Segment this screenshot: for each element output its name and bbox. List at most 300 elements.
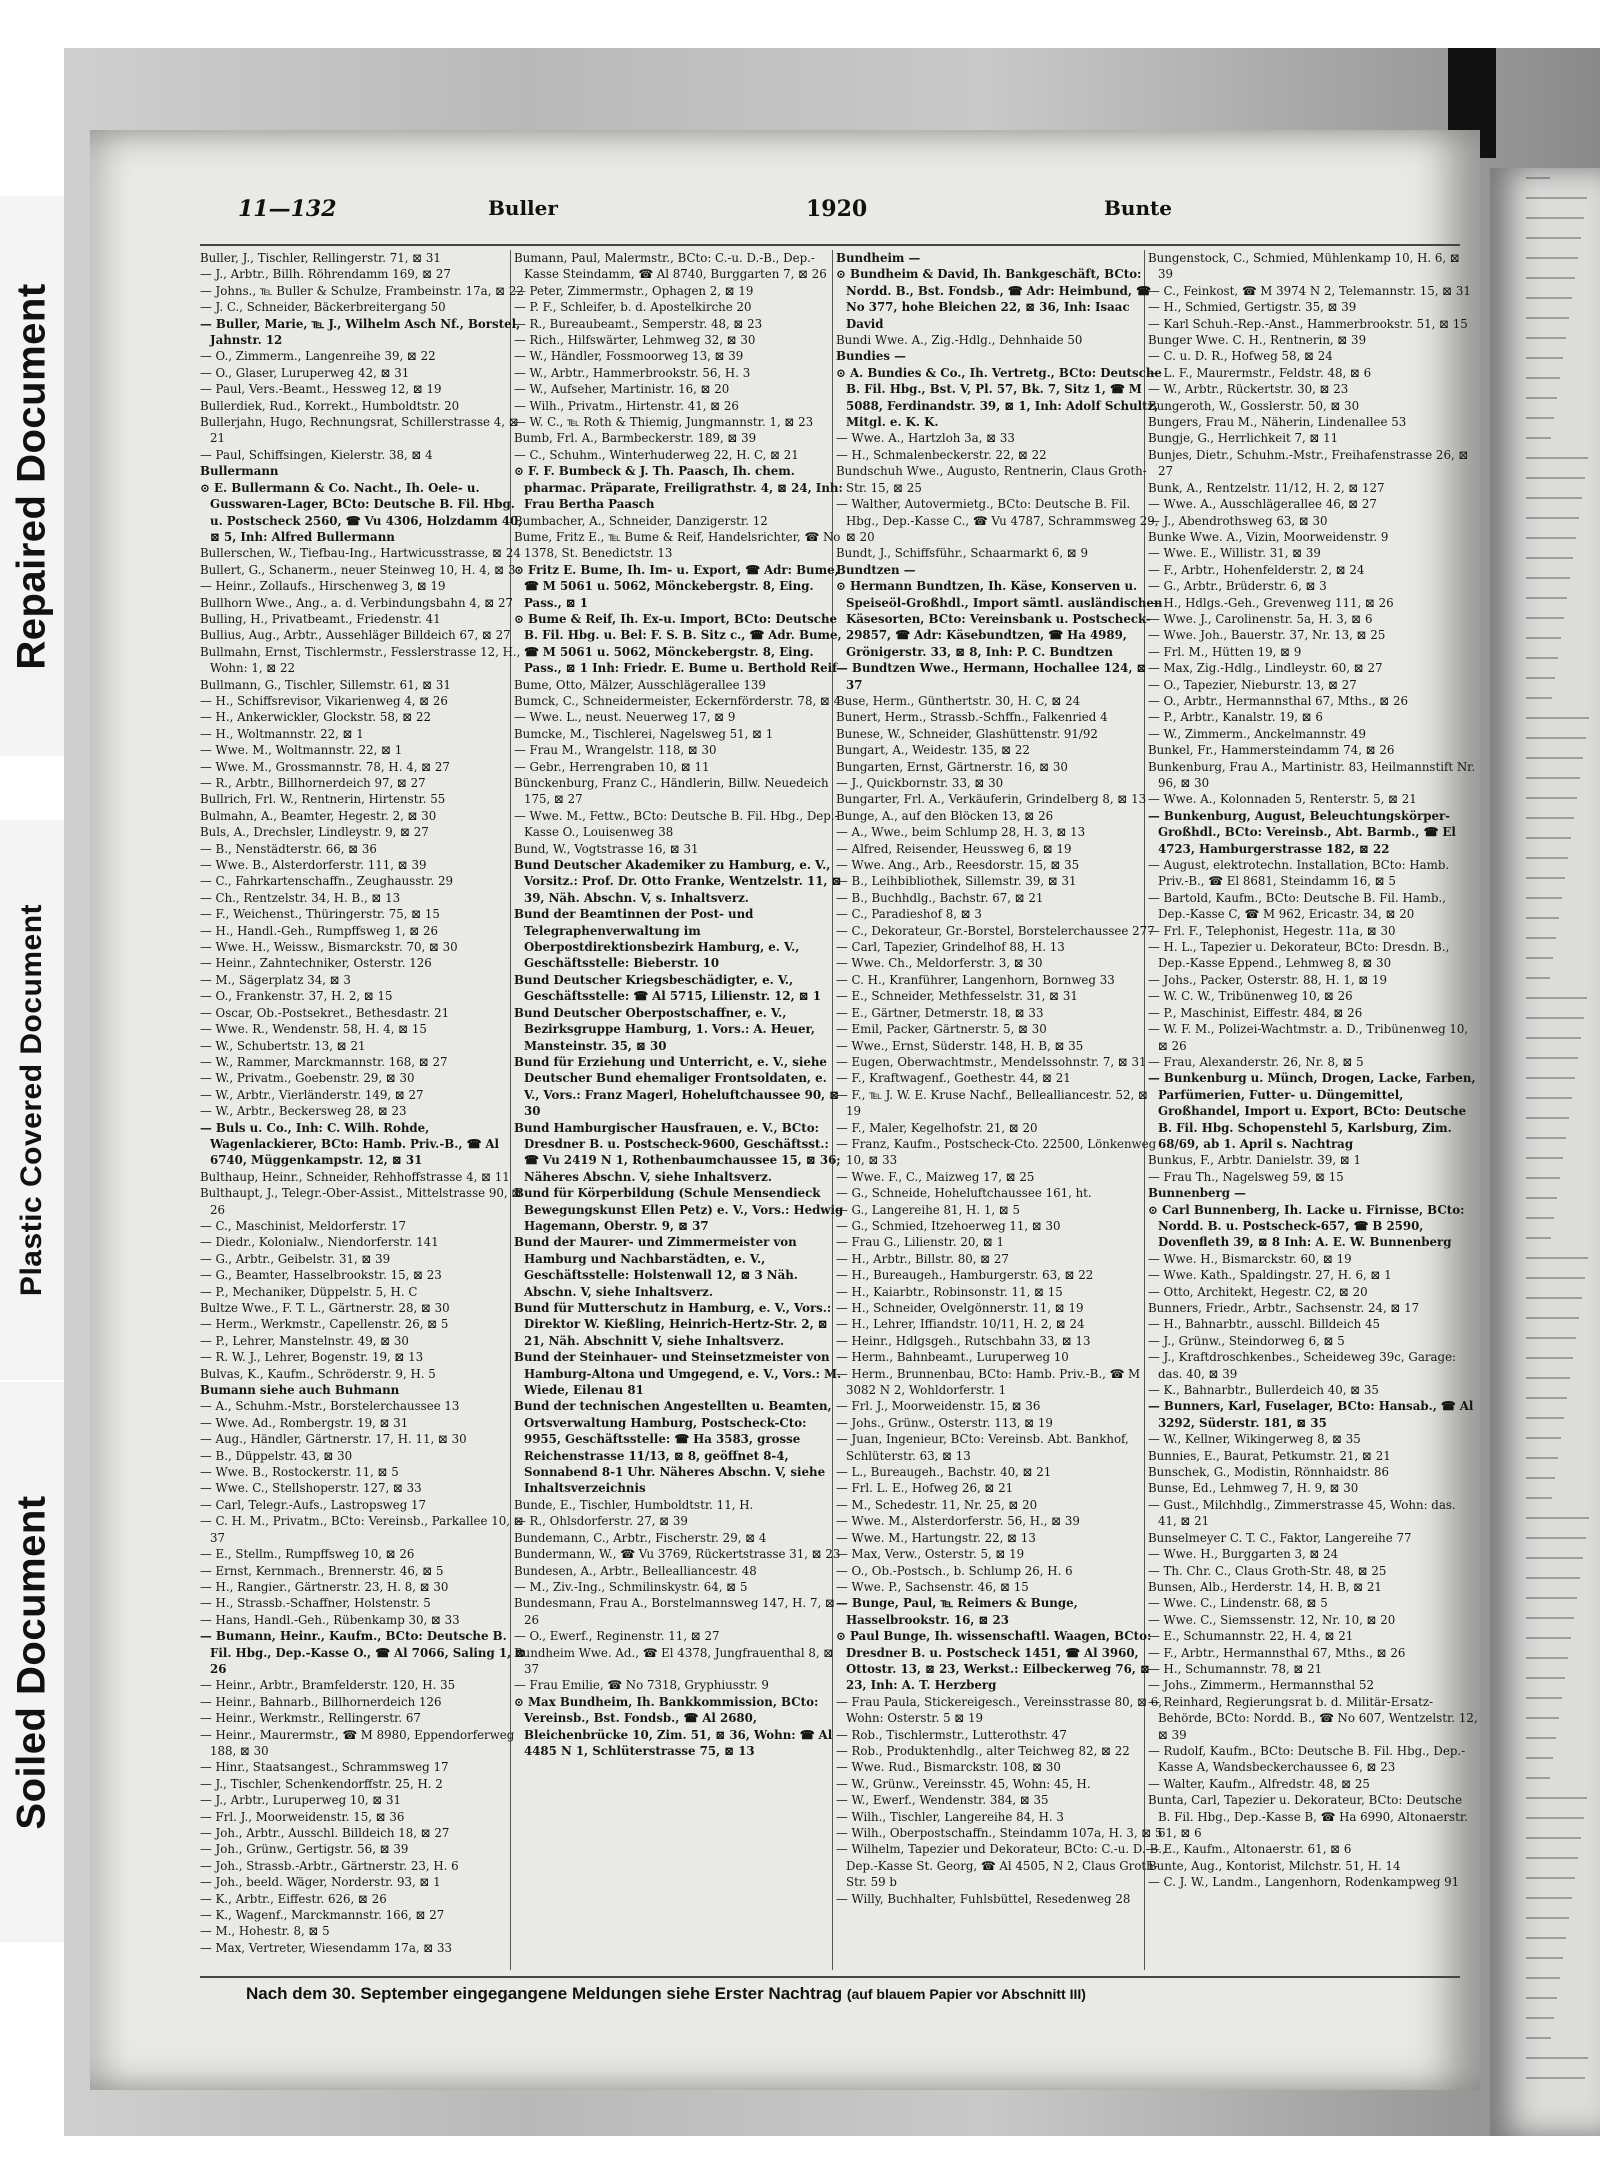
- directory-entry: ⊙ Bundheim & David, Ih. Bankgeschäft, BCto: Nordd. B., Bst. Fondsb., ☎ Adr: Heimbund, ☎ No 377, hohe Bleichen 22, ⊠ 36, Inh: Isaac David: [836, 267, 1151, 331]
- directory-entry: Bundesmann, Frau A., Borstelmannsweg 147, H. 7, ⊠ 26: [514, 1596, 835, 1627]
- directory-entry: Bundschuh Wwe., Augusto, Rentnerin, Claus Groth-Str. 15, ⊠ 25: [836, 464, 1147, 495]
- directory-entry: — O., Arbtr., Hermannsthal 67, Mths., ⊠ 26: [1148, 693, 1408, 708]
- directory-entry: Bund der Beamtinnen der Post- und Telegraphenverwaltung im Oberpostdirektionsbezirk Hamburg, e. V., Geschäftsstelle: Bieberstr. 10: [514, 907, 800, 971]
- facing-page-line: [1490, 688, 1600, 708]
- directory-entry: Bund Hamburgischer Hausfrauen, e. V., BCto: Dresdner B. u. Postscheck-9600, Geschäftsst.: ☎ Vu 2419 N 1, Rothenbaumchaussee 15, ⊠ 36; Näheres Abschn. V, siehe Inhaltsverz.: [514, 1120, 841, 1184]
- directory-entry: Bumbacher, A., Schneider, Danzigerstr. 12: [514, 513, 768, 528]
- directory-entry: Bund für Erziehung und Unterricht, e. V., siehe Deutscher Bund ehemaliger Frontsoldaten, e. V., Vors.: Franz Magerl, Hoheluftchaussee 90, ⊠ 30: [514, 1054, 840, 1119]
- facing-page-line: [1490, 868, 1600, 888]
- facing-page-line: [1490, 808, 1600, 828]
- facing-page-line: [1490, 1908, 1600, 1928]
- directory-entry: — E., Kaufm., Altonaerstr. 61, ⊠ 6: [1148, 1842, 1352, 1857]
- facing-page-line: [1490, 1628, 1600, 1648]
- facing-page-line: [1490, 1988, 1600, 2008]
- directory-entry: — C., Feinkost, ☎ M 3974 N 2, Telemannstr. 15, ⊠ 31: [1148, 283, 1471, 298]
- directory-entry: — K., Wagenf., Marckmannstr. 166, ⊠ 27: [200, 1908, 445, 1923]
- facing-page-line: [1490, 308, 1600, 328]
- directory-entry: Bungart, A., Weidestr. 135, ⊠ 22: [836, 743, 1030, 758]
- facing-page-edge: [1490, 168, 1600, 2136]
- directory-entry: — Joh., Strassb.-Arbtr., Gärtnerstr. 23, H. 6: [200, 1858, 459, 1873]
- directory-entry: — Frau G., Lilienstr. 20, ⊠ 1: [836, 1235, 1005, 1250]
- facing-page-line: [1490, 488, 1600, 508]
- directory-entry: — Reinhard, Regierungsrat b. d. Militär-Ersatz-Behörde, BCto: Nordd. B., ☎ No 607, Wentzelstr. 12, ⊠ 39: [1148, 1694, 1478, 1742]
- page-header: [238, 196, 1198, 236]
- directory-entry: — Wilh., Tischler, Langereihe 84, H. 3: [836, 1809, 1064, 1824]
- directory-entry: — W., Arbtr., Hammerbrookstr. 56, H. 3: [514, 365, 751, 380]
- directory-entry: ⊙ Max Bundheim, Ih. Bankkommission, BCto: Vereinsb., Bst. Fondsb., ☎ Al 2680, Bleichenbrücke 10, Zim. 51, ⊠ 36, Wohn: ☎ Al 4485 N 1, Schlüterstrasse 75, ⊠ 13: [514, 1694, 833, 1758]
- directory-entry: — M., Sägerplatz 34, ⊠ 3: [200, 972, 351, 987]
- facing-page-line: [1490, 768, 1600, 788]
- directory-entry: Bunk, A., Rentzelstr. 11/12, H. 2, ⊠ 127: [1148, 480, 1385, 495]
- facing-page-line: [1490, 228, 1600, 248]
- directory-entry: — R., Bureaubeamt., Semperstr. 48, ⊠ 23: [514, 316, 763, 331]
- directory-entry: Bungje, G., Herrlichkeit 7, ⊠ 11: [1148, 431, 1339, 446]
- directory-entry: — C., Dekorateur, Gr.-Borstel, Borstelerchaussee 277: [836, 923, 1155, 938]
- facing-page-line: [1490, 548, 1600, 568]
- directory-entry: — Wwe., Ernst, Süderstr. 148, H. B, ⊠ 35: [836, 1038, 1084, 1053]
- facing-page-line: [1490, 568, 1600, 588]
- facing-page-line: [1490, 168, 1600, 188]
- facing-page-line: [1490, 1708, 1600, 1728]
- facing-page-line: [1490, 1028, 1600, 1048]
- directory-entry: — Wwe. M., Hartungstr. 22, ⊠ 13: [836, 1530, 1036, 1545]
- facing-page-line: [1490, 1208, 1600, 1228]
- directory-entry: Bundesen, A., Arbtr., Bellealliancestr. 48: [514, 1563, 757, 1578]
- directory-entry: Bund, W., Vogtstrasse 16, ⊠ 31: [514, 841, 699, 856]
- directory-entry: — H., Strassb.-Schaffner, Holstenstr. 5: [200, 1596, 431, 1611]
- directory-entry: — Wwe. M., Grossmannstr. 78, H. 4, ⊠ 27: [200, 759, 450, 774]
- directory-entry: Bund Deutscher Oberpostschaffner, e. V., Bezirksgruppe Hamburg, 1. Vors.: A. Heuer, Mansteinstr. 35, ⊠ 30: [514, 1005, 815, 1053]
- facing-page-line: [1490, 248, 1600, 268]
- directory-entry: Bund Deutscher Kriegsbeschädigter, e. V., Geschäftsstelle: ☎ Al 5715, Lilienstr. 12, ⊠ 1: [514, 972, 821, 1004]
- directory-entry: Bullermann: [200, 464, 279, 479]
- directory-entry: — J., Kraftdroschkenbes., Scheideweg 39c, Garage: das. 40, ⊠ 39: [1148, 1350, 1457, 1381]
- directory-entry: — Wwe. P., Sachsenstr. 46, ⊠ 15: [836, 1579, 1029, 1594]
- header-first-name: Buller: [488, 196, 558, 220]
- directory-entry: Bumb, Frl. A., Barmbeckerstr. 189, ⊠ 39: [514, 431, 757, 446]
- directory-entry: — Herm., Brunnenbau, BCto: Hamb. Priv.-B., ☎ M 3082 N 2, Wohldorferstr. 1: [836, 1366, 1141, 1398]
- directory-entry: — Wwe. M., Alsterdorferstr. 56, H., ⊠ 39: [836, 1514, 1080, 1529]
- directory-entry: Bume, Fritz E., ℡ Bume & Reif, Handelsrichter, ☎ No 1378, St. Benedictstr. 13: [514, 529, 841, 561]
- directory-entry: — P., Arbtr., Kanalstr. 19, ⊠ 6: [1148, 710, 1323, 725]
- directory-column-4: [1148, 250, 1478, 1970]
- footer-rule: [200, 1976, 1460, 1978]
- directory-entry: — O., Tapezier, Nieburstr. 13, ⊠ 27: [1148, 677, 1357, 692]
- directory-entry: Bullerdiek, Rud., Korrekt., Humboldtstr. 20: [200, 398, 460, 413]
- facing-page-line: [1490, 1228, 1600, 1248]
- directory-entry: — Walter, Kaufm., Alfredstr. 48, ⊠ 25: [1148, 1776, 1370, 1791]
- directory-entry: — W. C. W., Tribünenweg 10, ⊠ 26: [1148, 989, 1353, 1004]
- directory-entry: Bullrich, Frl. W., Rentnerin, Hirtenstr. 55: [200, 792, 446, 807]
- directory-entry: — Heinr., Werkmstr., Rellingerstr. 67: [200, 1711, 421, 1726]
- tag-label: Plastic Covered Document: [15, 903, 48, 1297]
- directory-entry: — Bunners, Karl, Fuselager, BCto: Hansab., ☎ Al 3292, Süderstr. 181, ⊠ 35: [1148, 1399, 1474, 1430]
- facing-page-line: [1490, 848, 1600, 868]
- directory-entry: — A., Schuhm.-Mstr., Borstelerchaussee 13: [200, 1399, 460, 1414]
- facing-page-line: [1490, 1608, 1600, 1628]
- directory-entry: — E., Schneider, Methfesselstr. 31, ⊠ 31: [836, 989, 1078, 1004]
- directory-entry: Bunjes, Dietr., Schuhm.-Mstr., Freihafenstrasse 26, ⊠ 27: [1148, 447, 1469, 479]
- directory-entry: — Alfred, Reisender, Heussweg 6, ⊠ 19: [836, 841, 1072, 856]
- directory-entry: — P., Maschinist, Eiffestr. 484, ⊠ 26: [1148, 1005, 1363, 1020]
- directory-entry: Bume, Otto, Mälzer, Ausschlägerallee 139: [514, 677, 766, 692]
- directory-entry: — W., Rammer, Marckmannstr. 168, ⊠ 27: [200, 1054, 448, 1069]
- facing-page-line: [1490, 1368, 1600, 1388]
- directory-entry: — Wwe. L., neust. Neuerweg 17, ⊠ 9: [514, 710, 736, 725]
- directory-entry: — Gust., Milchhdlg., Zimmerstrasse 45, Wohn: das. 41, ⊠ 21: [1148, 1497, 1456, 1529]
- directory-entry: — Hinr., Staatsangest., Schrammsweg 17: [200, 1760, 449, 1775]
- directory-entry: Bunselmeyer C. T. C., Faktor, Langereihe 77: [1148, 1530, 1412, 1545]
- facing-page-line: [1490, 1508, 1600, 1528]
- directory-entry: — Frl. J., Moorweidenstr. 15, ⊠ 36: [200, 1809, 405, 1824]
- facing-page-line: [1490, 828, 1600, 848]
- directory-entry: Bullius, Aug., Arbtr., Aussehläger Billdeich 67, ⊠ 27: [200, 628, 511, 643]
- directory-entry: — R., Ohlsdorferstr. 27, ⊠ 39: [514, 1514, 688, 1529]
- directory-entry: — Wwe. H., Burggarten 3, ⊠ 24: [1148, 1547, 1339, 1562]
- directory-entry: — Heinr., Arbtr., Bramfelderstr. 120, H. 35: [200, 1678, 456, 1693]
- directory-entry: Bullhorn Wwe., Ang., a. d. Verbindungsbahn 4, ⊠ 27: [200, 595, 513, 610]
- facing-page-line: [1490, 628, 1600, 648]
- directory-entry: Bunte, Aug., Kontorist, Milchstr. 51, H. 14: [1148, 1858, 1401, 1873]
- directory-entry: — H., Arbtr., Billstr. 80, ⊠ 27: [836, 1251, 1009, 1266]
- directory-entry: Bungeroth, W., Gosslerstr. 50, ⊠ 30: [1148, 398, 1360, 413]
- directory-entry: Bunkel, Fr., Hammersteindamm 74, ⊠ 26: [1148, 743, 1395, 758]
- facing-page-line: [1490, 468, 1600, 488]
- facing-page-line: [1490, 968, 1600, 988]
- directory-entry: — H., Schneider, Ovelgönnerstr. 11, ⊠ 19: [836, 1301, 1084, 1315]
- directory-entry: — Heinr., Bahnarb., Billhornerdeich 126: [200, 1694, 442, 1709]
- directory-entry: — Willy, Buchhalter, Fuhlsbüttel, Resedenweg 28: [836, 1891, 1131, 1906]
- directory-entry: — Rob., Tischlermstr., Lutterothstr. 47: [836, 1727, 1067, 1742]
- facing-page-line: [1490, 1828, 1600, 1848]
- directory-entry: — H., Handl.-Geh., Rumpffsweg 1, ⊠ 26: [200, 923, 438, 938]
- directory-entry: Bund Deutscher Akademiker zu Hamburg, e. V., Vorsitz.: Prof. Dr. Otto Franke, Wentzelstr. 11, ⊠ 39, Näh. Abschn. V, s. Inhaltsverz.: [514, 858, 842, 905]
- directory-entry: — W., Arbtr., Vierländerstr. 149, ⊠ 27: [200, 1087, 424, 1102]
- directory-entry: — Frl. L. E., Hofweg 26, ⊠ 21: [836, 1481, 1014, 1496]
- tag-label: Repaired Document: [9, 282, 54, 670]
- directory-entry: Bunta, Carl, Tapezier u. Dekorateur, BCto: Deutsche B. Fil. Hbg., Dep.-Kasse B, ☎ Ha 6990, Altonaerstr. 61, ⊠ 6: [1148, 1793, 1468, 1840]
- directory-entry: — Wwe. Ang., Arb., Reesdorstr. 15, ⊠ 35: [836, 858, 1080, 873]
- directory-entry: — G., Langereihe 81, H. 1, ⊠ 5: [836, 1202, 1020, 1217]
- facing-page-line: [1490, 1388, 1600, 1408]
- directory-entry: — H. L., Tapezier u. Dekorateur, BCto: Dresdn. B., Dep.-Kasse Eppend., Lehmweg 8, ⊠ 30: [1148, 940, 1450, 971]
- facing-page-line: [1490, 2028, 1600, 2048]
- directory-entry: — P., Mechaniker, Düppelstr. 5, H. C: [200, 1284, 418, 1299]
- facing-page-line: [1490, 1948, 1600, 1968]
- directory-entry: — M., Hohestr. 8, ⊠ 5: [200, 1924, 330, 1939]
- directory-entry: — Johns., ℡ Buller & Schulze, Frambeinstr. 17a, ⊠ 22: [200, 283, 524, 298]
- directory-entry: — Herm., Werkmstr., Capellenstr. 26, ⊠ 5: [200, 1317, 449, 1332]
- facing-page-line: [1490, 1108, 1600, 1128]
- directory-entry: — Wwe. Ad., Rombergstr. 19, ⊠ 31: [200, 1415, 409, 1430]
- directory-entry: Bundemann, C., Arbtr., Fischerstr. 29, ⊠ 4: [514, 1530, 767, 1545]
- directory-entry: Bullerschen, W., Tiefbau-Ing., Hartwicusstrasse, ⊠ 24: [200, 546, 521, 561]
- directory-entry: — J., Abendrothsweg 63, ⊠ 30: [1148, 513, 1328, 528]
- facing-page-line: [1490, 328, 1600, 348]
- directory-entry: Bund der Steinhauer- und Steinsetzmeister von Hamburg-Altona und Umgegend, e. V., Vors.: M. Wiede, Eilenau 81: [514, 1350, 842, 1398]
- directory-entry: — Karl Schuh.-Rep.-Anst., Hammerbrookstr. 51, ⊠ 15: [1148, 316, 1468, 331]
- directory-entry: Bunkenburg, Frau A., Martinistr. 83, Heilmannstift Nr. 96, ⊠ 30: [1148, 759, 1476, 790]
- page-number: 11—132: [238, 196, 337, 222]
- directory-entry: — O., Zimmerm., Langenreihe 39, ⊠ 22: [200, 349, 436, 364]
- directory-entry: — Emil, Packer, Gärtnerstr. 5, ⊠ 30: [836, 1022, 1047, 1037]
- directory-entry: ⊙ Hermann Bundtzen, Ih. Käse, Konserven u. Speiseöl-Großhdl., Import sämtl. ausländischen Käsesorten, BCto: Vereinsbank u. Postscheck-29857, ☎ Adr: Käsebundtzen, ☎ Ha 4989, Grönigerstr. 33, ⊠ 8, Inh: P. C. Bundtzen: [836, 579, 1163, 659]
- directory-entry: — Wilh., Oberpostschaffn., Steindamm 107a, H. 3, ⊠ 5: [836, 1826, 1163, 1840]
- facing-page-line: [1490, 1328, 1600, 1348]
- directory-entry: Bund für Körperbildung (Schule Mensendieck Bewegungskunst Ellen Petz) e. V., Vors.: Hedwig Hagemann, Oberstr. 9, ⊠ 37: [514, 1186, 844, 1233]
- directory-entry: — Ch., Rentzelstr. 34, H. B., ⊠ 13: [200, 890, 401, 905]
- directory-entry: — W., Schubertstr. 13, ⊠ 21: [200, 1038, 366, 1053]
- directory-entry: — Carl, Telegr.-Aufs., Lastropsweg 17: [200, 1497, 427, 1512]
- directory-entry: Bunke Wwe. A., Vizin, Moorweidenstr. 9: [1148, 529, 1389, 544]
- facing-page-line: [1490, 888, 1600, 908]
- facing-page-line: [1490, 908, 1600, 928]
- directory-entry: — C., Maschinist, Meldorferstr. 17: [200, 1218, 406, 1233]
- facing-page-line: [1490, 1868, 1600, 1888]
- facing-page-line: [1490, 1008, 1600, 1028]
- facing-page-line: [1490, 748, 1600, 768]
- directory-entry: Bund der technischen Angestellten u. Beamten, Ortsverwaltung Hamburg, Postscheck-Cto: 9955, Geschäftsstelle: ☎ Ha 3583, grosse Reichenstrasse 11/13, ⊠ 8, geöffnet 8-4, Sonnabend 8-1 Uhr. Näheres Abschn. V, siehe Inhaltsverzeichnis: [514, 1399, 832, 1496]
- directory-entry: — Heinr., Hdlgsgeh., Rutschbahn 33, ⊠ 13: [836, 1333, 1091, 1348]
- directory-entry: — Max, Vertreter, Wiesendamm 17a, ⊠ 33: [200, 1940, 452, 1955]
- directory-entry: — J. C., Schneider, Bäckerbreitergang 50: [200, 300, 446, 315]
- facing-page-line: [1490, 2008, 1600, 2028]
- directory-entry: — B., Düppelstr. 43, ⊠ 30: [200, 1448, 353, 1463]
- directory-entry: — Wwe. M., Woltmannstr. 22, ⊠ 1: [200, 743, 403, 758]
- directory-entry: — G., Schmied, Itzehoerweg 11, ⊠ 30: [836, 1218, 1061, 1233]
- directory-entry: — M., Schedestr. 11, Nr. 25, ⊠ 20: [836, 1497, 1038, 1512]
- header-rule: [200, 244, 1460, 246]
- directory-entry: — H., Rangier., Gärtnerstr. 23, H. 8, ⊠ 30: [200, 1579, 449, 1594]
- directory-entry: Bumann, Paul, Malermstr., BCto: C.-u. D.-B., Dep.-Kasse Steindamm, ☎ Al 8740, Burggarten 7, ⊠ 26: [514, 251, 827, 282]
- directory-entry: — H., Schumannstr. 78, ⊠ 21: [1148, 1661, 1323, 1676]
- directory-entry: Bullmahn, Ernst, Tischlermstr., Fesslerstrasse 12, H., Wohn: 1, ⊠ 22: [200, 644, 521, 676]
- directory-entry: — B., Nenstädterstr. 66, ⊠ 36: [200, 841, 377, 856]
- facing-page-line: [1490, 1248, 1600, 1268]
- directory-entry: Bundheim —: [836, 251, 921, 265]
- directory-entry: — W., Ewerf., Wendenstr. 384, ⊠ 35: [836, 1793, 1049, 1808]
- directory-entry: Bundi Wwe. A., Zig.-Hdlg., Dehnhaide 50: [836, 333, 1083, 348]
- directory-entry: — O., Ewerf., Reginenstr. 11, ⊠ 27: [514, 1629, 720, 1644]
- directory-entry: — Wilh., Privatm., Hirtenstr. 41, ⊠ 26: [514, 398, 739, 413]
- directory-entry: — J., Grünw., Steindorweg 6, ⊠ 5: [1148, 1333, 1345, 1348]
- directory-entry: — Wwe. E., Willistr. 31, ⊠ 39: [1148, 546, 1321, 561]
- directory-entry: — Wwe. Ch., Meldorferstr. 3, ⊠ 30: [836, 956, 1043, 971]
- directory-entry: Bullert, G., Schanerm., neuer Steinweg 10, H. 4, ⊠ 3: [200, 562, 516, 577]
- directory-entry: Buls, A., Drechsler, Lindleystr. 9, ⊠ 27: [200, 825, 429, 840]
- directory-entry: — Gebr., Herrengraben 10, ⊠ 11: [514, 759, 710, 774]
- directory-entry: — Wwe. H., Weissw., Bismarckstr. 70, ⊠ 30: [200, 940, 458, 955]
- directory-entry: — H., Lehrer, Iffiandstr. 10/11, H. 2, ⊠ 24: [836, 1317, 1085, 1332]
- directory-entry: Bunde, E., Tischler, Humboldtstr. 11, H.: [514, 1497, 754, 1512]
- directory-entry: — W., Händler, Fossmoorweg 13, ⊠ 39: [514, 349, 744, 364]
- directory-entry: — W. C., ℡ Roth & Thiemig, Jungmannstr. 1, ⊠ 23: [514, 415, 814, 430]
- directory-entry: — F., Maler, Kegelhofstr. 21, ⊠ 20: [836, 1120, 1038, 1135]
- directory-entry: — H., Ankerwickler, Glockstr. 58, ⊠ 22: [200, 710, 432, 725]
- directory-entry: Bullerjahn, Hugo, Rechnungsrat, Schillerstrasse 4, ⊠ 21: [200, 415, 519, 446]
- directory-entry: — C., Schuhm., Winterhuderweg 22, H. C, ⊠ 21: [514, 447, 799, 462]
- directory-entry: — Frau Th., Nagelsweg 59, ⊠ 15: [1148, 1169, 1344, 1184]
- directory-entry: — Wwe. A., Ausschlägerallee 46, ⊠ 27: [1148, 497, 1377, 512]
- directory-entry: — W., Privatm., Goebenstr. 29, ⊠ 30: [200, 1071, 415, 1086]
- directory-entry: — F., Arbtr., Hermannsthal 67, Mths., ⊠ 26: [1148, 1645, 1406, 1660]
- directory-entry: — Frl. J., Moorweidenstr. 15, ⊠ 36: [836, 1399, 1041, 1414]
- directory-entry: — E., Gärtner, Detmerstr. 18, ⊠ 33: [836, 1005, 1044, 1020]
- directory-entry: — H., Woltmannstr. 22, ⊠ 1: [200, 726, 364, 741]
- facing-page-line: [1490, 1048, 1600, 1068]
- directory-entry: — F., Kraftwagenf., Goethestr. 44, ⊠ 21: [836, 1071, 1071, 1086]
- facing-page-line: [1490, 1528, 1600, 1548]
- directory-entry: — M., Ziv.-Ing., Schmilinskystr. 64, ⊠ 5: [514, 1579, 748, 1594]
- tag-plastic-covered-document: [0, 820, 65, 1380]
- directory-entry: — Frau M., Wrangelstr. 118, ⊠ 30: [514, 743, 717, 758]
- directory-entry: — Bunge, Paul, ℡ Reimers & Bunge, Hasselbrookstr. 16, ⊠ 23: [836, 1596, 1078, 1627]
- directory-entry: Bunsen, Alb., Herderstr. 14, H. B, ⊠ 21: [1148, 1579, 1382, 1594]
- facing-page-line: [1490, 648, 1600, 668]
- directory-entry: — R., Arbtr., Billhornerdeich 97, ⊠ 27: [200, 776, 426, 790]
- directory-entry: — Wwe. B., Alsterdorferstr. 111, ⊠ 39: [200, 858, 427, 873]
- directory-entry: — B., Leihbibliothek, Sillemstr. 39, ⊠ 31: [836, 874, 1077, 889]
- facing-page-line: [1490, 988, 1600, 1008]
- facing-page-line: [1490, 448, 1600, 468]
- directory-entry: Bungers, Frau M., Näherin, Lindenallee 53: [1148, 415, 1407, 430]
- directory-entry: — Wwe. Joh., Bauerstr. 37, Nr. 13, ⊠ 25: [1148, 628, 1386, 643]
- facing-page-line: [1490, 388, 1600, 408]
- facing-page-line: [1490, 2068, 1600, 2088]
- directory-entry: — H., Hdlgs.-Geh., Grevenweg 111, ⊠ 26: [1148, 595, 1394, 610]
- directory-entry: Bulthaupt, J., Telegr.-Ober-Assist., Mittelstrasse 90, ⊠ 26: [200, 1186, 522, 1217]
- directory-column-1: [200, 250, 530, 1970]
- directory-entry: — Wwe. J., Carolinenstr. 5a, H. 3, ⊠ 6: [1148, 611, 1373, 626]
- facing-page-line: [1490, 1648, 1600, 1668]
- directory-entry: — Bumann, Heinr., Kaufm., BCto: Deutsche B. Fil. Hbg., Dep.-Kasse O., ☎ Al 7066, Saling 1, ⊠ 26: [200, 1629, 526, 1676]
- directory-entry: — L., Bureaugeh., Bachstr. 40, ⊠ 21: [836, 1465, 1052, 1480]
- directory-entry: — W. F. M., Polizei-Wachtmstr. a. D., Tribünenweg 10, ⊠ 26: [1148, 1022, 1469, 1053]
- facing-page-line: [1490, 1268, 1600, 1288]
- facing-page-line: [1490, 1788, 1600, 1808]
- directory-entry: — Ernst, Kernmach., Brennerstr. 46, ⊠ 5: [200, 1563, 444, 1578]
- facing-page-line: [1490, 208, 1600, 228]
- directory-entry: — H., Schmalenbeckerstr. 22, ⊠ 22: [836, 447, 1047, 462]
- directory-entry: ⊙ Paul Bunge, Ih. wissenschaftl. Waagen, BCto: Dresdner B. u. Postscheck 1451, ☎ Al 3960, Ottostr. 13, ⊠ 23, Werkst.: Eilbeckerweg 76, ⊠ 23, Inh: A. T. Herzberg: [836, 1629, 1152, 1693]
- directory-entry: — Frl. F., Telephonist, Hegestr. 11a, ⊠ 30: [1148, 923, 1396, 938]
- header-last-name: Bunte: [1104, 196, 1172, 220]
- directory-entry: — J., Quickbornstr. 33, ⊠ 30: [836, 776, 1004, 790]
- directory-entry: — K., Arbtr., Eiffestr. 626, ⊠ 26: [200, 1891, 387, 1906]
- directory-entry: — Oscar, Ob.-Postsekret., Bethesdastr. 21: [200, 1005, 450, 1020]
- footer-note: [246, 1984, 1446, 2014]
- directory-entry: Bulling, H., Privatbeamt., Friedenstr. 41: [200, 611, 441, 626]
- directory-entry: Bund der Maurer- und Zimmermeister von Hamburg und Nachbarstädten, e. V., Geschäftsstelle: Holstenwall 12, ⊠ 3 Näh. Abschn. V, siehe Inhaltsverz.: [514, 1235, 798, 1299]
- directory-entry: — C. H. M., Privatm., BCto: Vereinsb., Parkallee 10, ⊠ 37: [200, 1514, 524, 1545]
- directory-entry: — P. F., Schleifer, b. d. Apostelkirche 20: [514, 300, 752, 315]
- directory-entry: — L. F., Maurermstr., Feldstr. 48, ⊠ 6: [1148, 365, 1372, 380]
- directory-entry: Bunert, Herm., Strassb.-Schffn., Falkenried 4: [836, 710, 1108, 725]
- facing-page-line: [1490, 1668, 1600, 1688]
- directory-entry: — W., Grünw., Vereinsstr. 45, Wohn: 45, H.: [836, 1776, 1091, 1791]
- directory-entry: Bundheim Wwe. Ad., ☎ El 4378, Jungfrauenthal 8, ⊠ 37: [514, 1645, 834, 1676]
- facing-page-line: [1490, 1188, 1600, 1208]
- directory-entry: Buse, Herm., Günthertstr. 30, H. C, ⊠ 24: [836, 693, 1081, 708]
- directory-entry: Bumcke, M., Tischlerei, Nagelsweg 51, ⊠ 1: [514, 726, 774, 741]
- directory-entry: — Wilhelm, Tapezier und Dekorateur, BCto: C.-u. D.-B., Dep.-Kasse St. Georg, ☎ Al 4505, N 2, Claus Groth-Str. 59 b: [836, 1842, 1166, 1890]
- directory-entry: — Bundtzen Wwe., Hermann, Hochallee 124, ⊠ 37: [836, 661, 1147, 692]
- directory-entry: Bulthaup, Heinr., Schneider, Rehhoffstrasse 4, ⊠ 11: [200, 1169, 510, 1184]
- directory-entry: — F., ℡ J. W. E. Kruse Nachf., Bellealliancestr. 52, ⊠ 19: [836, 1087, 1148, 1119]
- facing-page-line: [1490, 368, 1600, 388]
- facing-page-line: [1490, 1348, 1600, 1368]
- directory-entry: — Frau Emilie, ☎ No 7318, Gryphiusstr. 9: [514, 1678, 769, 1693]
- directory-entry: — W., Aufseher, Martinistr. 16, ⊠ 20: [514, 382, 730, 397]
- directory-entry: — W., Arbtr., Rückertstr. 30, ⊠ 23: [1148, 382, 1349, 397]
- facing-page-line: [1490, 348, 1600, 368]
- directory-entry: Bumann siehe auch Buhmann: [200, 1383, 400, 1398]
- facing-page-line: [1490, 1688, 1600, 1708]
- directory-entry: — Joh., Arbtr., Ausschl. Billdeich 18, ⊠ 27: [200, 1826, 450, 1840]
- facing-page-line: [1490, 708, 1600, 728]
- directory-entry: Bunnenberg —: [1148, 1186, 1246, 1201]
- facing-page-line: [1490, 928, 1600, 948]
- directory-entry: — Wwe. Kath., Spaldingstr. 27, H. 6, ⊠ 1: [1148, 1268, 1392, 1283]
- directory-entry: Bunge, A., auf den Blöcken 13, ⊠ 26: [836, 808, 1054, 823]
- facing-page-line: [1490, 1068, 1600, 1088]
- directory-entry: — E., Stellm., Rumpffsweg 10, ⊠ 26: [200, 1547, 415, 1562]
- directory-entry: — Wwe. C., Stellshoperstr. 127, ⊠ 33: [200, 1481, 422, 1496]
- directory-entry: Bundt, J., Schiffsführ., Schaarmarkt 6, ⊠ 9: [836, 546, 1089, 561]
- directory-entry: — Herm., Bahnbeamt., Luruperweg 10: [836, 1350, 1069, 1365]
- directory-entry: ⊙ Fritz E. Bume, Ih. Im- u. Export, ☎ Adr: Bume, ☎ M 5061 u. 5062, Mönckebergstr. 8, Eing. Pass., ⊠ 1: [514, 562, 839, 610]
- directory-entry: — Heinr., Zahntechniker, Osterstr. 126: [200, 956, 432, 971]
- directory-entry: Bungenstock, C., Schmied, Mühlenkamp 10, H. 6, ⊠ 39: [1148, 251, 1460, 282]
- tag-soiled-document: [0, 1382, 65, 1942]
- directory-entry: — Bunkenburg, August, Beleuchtungskörper-Großhdl., BCto: Vereinsb., Abt. Barmb., ☎ El 4723, Hamburgerstrasse 182, ⊠ 22: [1148, 808, 1456, 856]
- directory-entry: ⊙ Carl Bunnenberg, Ih. Lacke u. Firnisse, BCto: Nordd. B. u. Postscheck-657, ☎ B 2590, Dovenfleth 39, ⊠ 8 Inh: A. E. W. Bunnenberg: [1148, 1202, 1465, 1250]
- facing-page-line: [1490, 1568, 1600, 1588]
- directory-entry: — Wwe. C., Lindenstr. 68, ⊠ 5: [1148, 1596, 1328, 1611]
- directory-entry: — J., Tischler, Schenkendorffstr. 25, H. 2: [200, 1776, 443, 1791]
- directory-entry: — Joh., beeld. Wäger, Norderstr. 93, ⊠ 1: [200, 1875, 441, 1890]
- directory-column-3: [836, 250, 1166, 1970]
- directory-entry: — Wwe. B., Rostockerstr. 11, ⊠ 5: [200, 1465, 399, 1480]
- directory-entry: Bunkus, F., Arbtr. Danielstr. 39, ⊠ 1: [1148, 1153, 1361, 1168]
- directory-entry: — Frau, Alexanderstr. 26, Nr. 8, ⊠ 5: [1148, 1054, 1364, 1069]
- directory-entry: — Frau Paula, Stickereigesch., Vereinsstrasse 80, ⊠ 6, Wohn: Osterstr. 5 ⊠ 19: [836, 1694, 1163, 1726]
- directory-entry: — H., Schmied, Gertigstr. 35, ⊠ 39: [1148, 300, 1357, 315]
- directory-entry: — C., Fahrkartenschaffn., Zeughausstr. 29: [200, 874, 453, 889]
- directory-entry: — W., Arbtr., Beckersweg 28, ⊠ 23: [200, 1104, 407, 1119]
- directory-entry: — H., Bahnarbtr., ausschl. Billdeich 45: [1148, 1317, 1381, 1332]
- directory-entry: — Johs., Zimmerm., Hermannsthal 52: [1148, 1678, 1374, 1693]
- directory-entry: — Hans, Handl.-Geh., Rübenkamp 30, ⊠ 33: [200, 1612, 460, 1627]
- facing-page-line: [1490, 1408, 1600, 1428]
- facing-page-line: [1490, 1808, 1600, 1828]
- directory-entry: — B., Buchhdlg., Bachstr. 67, ⊠ 21: [836, 890, 1044, 905]
- facing-page-line: [1490, 1128, 1600, 1148]
- facing-page-line: [1490, 788, 1600, 808]
- directory-entry: — Heinr., Maurermstr., ☎ M 8980, Eppendorferweg 188, ⊠ 30: [200, 1727, 515, 1758]
- directory-entry: — G., Arbtr., Geibelstr. 31, ⊠ 39: [200, 1251, 391, 1266]
- facing-page-line: [1490, 1428, 1600, 1448]
- facing-page-line: [1490, 1168, 1600, 1188]
- directory-entry: — O., Glaser, Luruperweg 42, ⊠ 31: [200, 365, 410, 380]
- directory-entry: — Wwe. H., Bismarckstr. 60, ⊠ 19: [1148, 1251, 1352, 1266]
- facing-page-line: [1490, 1848, 1600, 1868]
- directory-entry: Bundermann, W., ☎ Vu 3769, Rückertstrasse 31, ⊠ 23: [514, 1547, 841, 1562]
- facing-page-line: [1490, 188, 1600, 208]
- directory-entry: — O., Frankenstr. 37, H. 2, ⊠ 15: [200, 989, 393, 1004]
- directory-entry: — Franz, Kaufm., Postscheck-Cto. 22500, Lönkenweg 10, ⊠ 33: [836, 1136, 1157, 1168]
- directory-entry: — Bunkenburg u. Münch, Drogen, Lacke, Farben, Parfümerien, Futter- u. Düngemittel, Großhandel, Import u. Export, BCto: Deutsche B. Fil. Hbg. Schopenstehl 5, Karlsburg, Zim. 68/69, ab 1. April s. Nachtrag: [1148, 1071, 1476, 1151]
